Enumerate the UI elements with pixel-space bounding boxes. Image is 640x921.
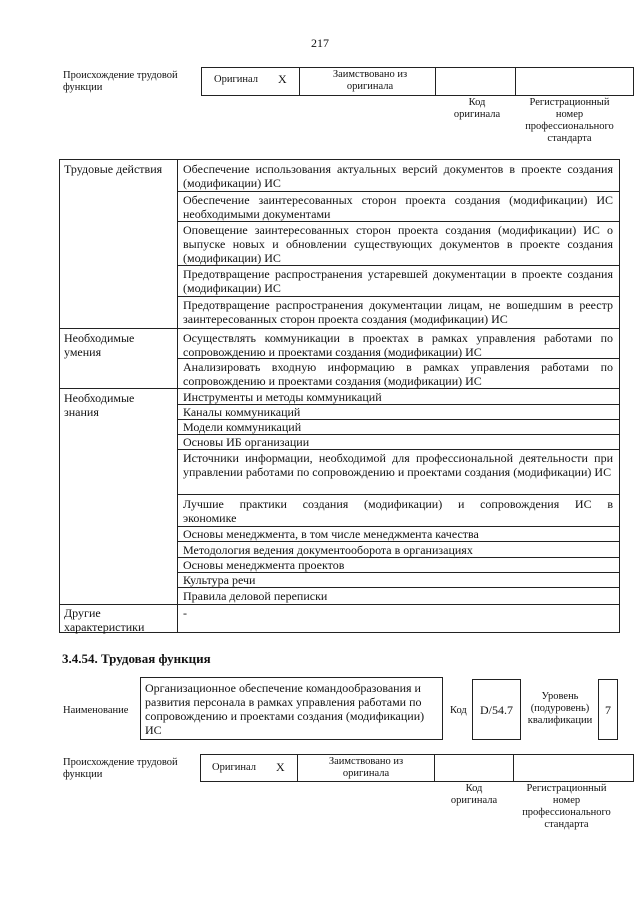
actions-item: Предотвращение распространения документации лицам, не вошедшим в реестр заинтересованных сторон проекта создания (модификации) ИС — [183, 298, 613, 326]
knowledge-item: Методология ведения документооборота в организациях — [183, 543, 473, 557]
code-caption: Код оригинала — [453, 97, 501, 120]
borrowed-label: Заимствовано из оригинала — [332, 69, 408, 92]
skills-label: Необходимые умения — [64, 331, 135, 359]
regnum-caption: Регистрационный номер профессионального стандарта — [522, 783, 611, 830]
function-name: Организационное обеспечение командообразования и развития персонала в рамках управления работами по сопровождению и проектами создания (модификации) ИС — [145, 681, 425, 737]
knowledge-item: Источники информации, необходимой для профессиональной деятельности при управлении работами по сопровождению и проектами создания (модификации) ИС — [183, 451, 613, 479]
name-label: Наименование — [63, 705, 129, 716]
knowledge-item: Инструменты и методы коммуникаций — [183, 390, 382, 404]
original-label: Оригинал — [212, 762, 256, 773]
knowledge-item: Модели коммуникаций — [183, 420, 302, 434]
knowledge-label: Необходимые знания — [64, 391, 135, 419]
knowledge-item: Основы менеджмента проектов — [183, 558, 345, 572]
knowledge-item: Лучшие практики создания (модификации) и сопровождения ИС в экономике — [183, 497, 613, 525]
origin-label: Происхождение трудовой функции — [63, 757, 178, 780]
code-label: Код — [450, 705, 467, 716]
other-value: - — [183, 606, 187, 620]
regnum-caption: Регистрационный номер профессионального стандарта — [525, 97, 614, 144]
actions-item: Предотвращение распространения устаревшей документации в проекте создания (модификации) ИС — [183, 267, 613, 295]
original-label: Оригинал — [214, 74, 258, 85]
knowledge-item: Основы ИБ организации — [183, 435, 310, 449]
skills-item: Осуществлять коммуникации в проектах в рамках управления работами по сопровождению и проектами создания (модификации) ИС — [183, 331, 613, 359]
origin-label: Происхождение трудовой функции — [63, 70, 178, 93]
function-heading: 3.4.54. Трудовая функция — [62, 651, 211, 666]
code-value: D/54.7 — [480, 703, 513, 717]
skills-item: Анализировать входную информацию в рамках управления работами по сопровождению и проектами создания (модификации) ИС — [183, 360, 613, 388]
code-caption: Код оригинала — [450, 783, 498, 806]
other-label: Другие характеристики — [64, 606, 145, 634]
actions-item: Оповещение заинтересованных сторон проекта создания (модификации) ИС о выпуске новых и обновлении существующих документов в проекте создания (модификации) ИС — [183, 223, 613, 265]
borrowed-label: Заимствовано из оригинала — [328, 756, 404, 779]
knowledge-item: Культура речи — [183, 573, 256, 587]
original-mark: X — [278, 72, 287, 86]
original-mark: X — [276, 760, 285, 774]
actions-label: Трудовые действия — [64, 162, 163, 176]
actions-item: Обеспечение использования актуальных версий документов в проекте создания (модификации) ИС — [183, 162, 613, 190]
level-value: 7 — [605, 703, 611, 717]
actions-item: Обеспечение заинтересованных сторон проекта создания (модификации) ИС необходимыми документами — [183, 193, 613, 221]
knowledge-item: Каналы коммуникаций — [183, 405, 301, 419]
level-label: Уровень (подуровень) квалификации — [527, 691, 593, 726]
knowledge-item: Правила деловой переписки — [183, 589, 328, 603]
knowledge-item: Основы менеджмента, в том числе менеджмента качества — [183, 527, 479, 541]
page-number: 217 — [311, 36, 329, 50]
